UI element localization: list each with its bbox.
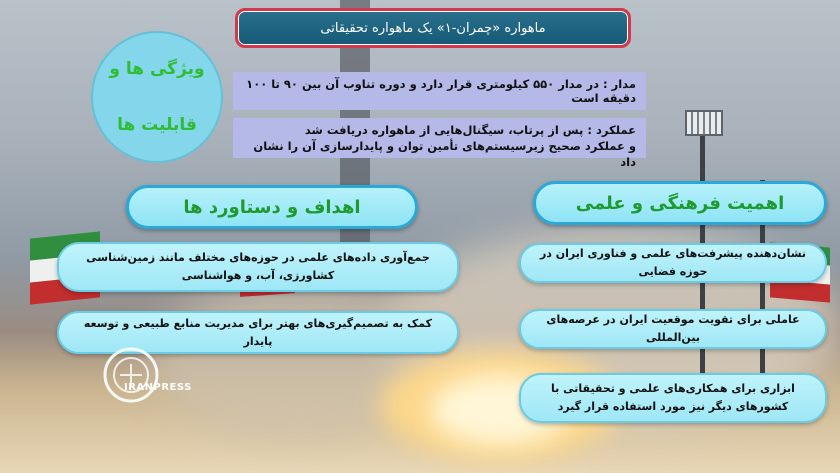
importance-item-1-text: نشان‌دهنده پیشرفت‌های علمی و فناوری ایران در حوزه فضایی xyxy=(539,247,807,278)
features-line-2: قابلیت ها xyxy=(117,115,197,135)
orbit-info-box xyxy=(233,72,646,110)
iranpress-logo-icon xyxy=(96,340,166,410)
importance-item-2-text: عاملی برای تقویت موقعیت ایران در عرصه‌های بین‌المللی xyxy=(546,313,800,344)
goal-item-2-text: کمک به تصمیم‌گیری‌های بهتر برای مدیریت منابع طبیعی و توسعه پایدار xyxy=(83,316,433,348)
importance-item-3 xyxy=(519,373,827,423)
orbit-text: مدار : در مدار ۵۵۰ کیلومتری قرار دارد و دوره تناوب آن بین ۹۰ تا ۱۰۰ دقیقه است xyxy=(246,77,636,105)
features-line-1: ویژگی ها و xyxy=(109,59,205,79)
importance-item-1 xyxy=(519,243,827,283)
importance-item-3-text: ابزاری برای همکاری‌های علمی و تحقیقاتی با کشورهای دیگر نیز مورد استفاده قرار گیرد xyxy=(551,382,795,413)
page-title: ماهواره «چمران-۱» یک ماهواره تحقیقاتی xyxy=(235,8,631,48)
iranpress-logo-text: IRANPRESS xyxy=(124,382,192,393)
goal-item-1-text: جمع‌آوری داده‌های علمی در حوزه‌های مختلف مانند زمین‌شناسی کشاورزی، آب، و هواشناسی xyxy=(86,251,430,282)
importance-heading xyxy=(533,181,827,225)
performance-line-1: عملکرد : پس از پرتاب، سیگنال‌هایی از ماهواره دریافت شد xyxy=(304,123,636,137)
importance-item-2 xyxy=(519,309,827,349)
goal-item-1 xyxy=(57,242,459,292)
performance-info-box xyxy=(233,118,646,169)
goals-heading xyxy=(126,185,418,229)
performance-line-2: و عملکرد صحیح زیرسیستم‌های تأمین توان و پایدارسازی آن را نشان داد xyxy=(253,139,636,169)
importance-heading-text: اهمیت فرهنگی و علمی xyxy=(575,192,785,214)
goals-heading-text: اهداف و دستاورد ها xyxy=(183,196,361,218)
features-badge xyxy=(91,31,223,163)
